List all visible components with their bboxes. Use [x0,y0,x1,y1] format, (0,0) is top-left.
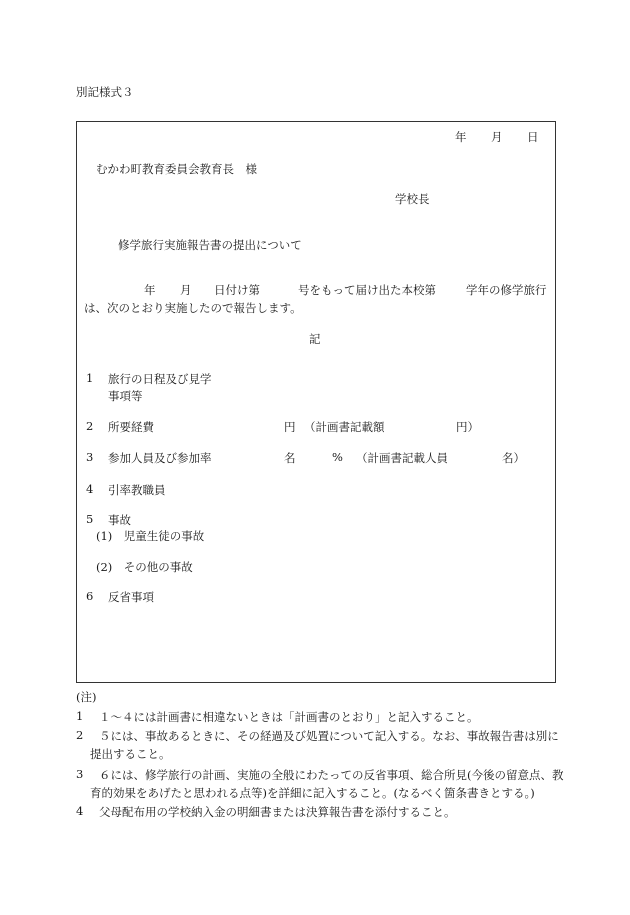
item2-yen: 円 [284,420,296,434]
item3-plan: （計画書記載人員 [356,451,448,465]
note2-text-cont: 提出すること。 [90,747,171,761]
note1-text: １～４には計画書に相違ないときは「計画書のとおり」と記入すること。 [99,710,479,724]
item3-mei: 名 [284,451,296,465]
item1-label-cont: 事項等 [108,389,143,403]
note2-text: ５には、事故あるときに、その経過及び処置について記入する。なお、事故報告書は別に [99,729,559,743]
body-grade-trip: 学年の修学旅行 [466,283,547,297]
note3-number: 3 [76,767,84,781]
item3-label: 参加人員及び参加率 [108,451,212,465]
item5-label: 事故 [108,513,131,527]
body-rest: 号をもって届け出た本校第 [298,283,436,297]
item3-plan-end: 名） [502,451,525,465]
item2-label: 所要経費 [108,420,154,434]
item2-number: 2 [86,419,94,433]
item3-percent: % [332,450,343,464]
item6-number: 6 [86,589,94,603]
notes-header: (注) [76,690,97,704]
note3-text: ６には、修学旅行の計画、実施の全般にわたっての反省事項、総合所見(今後の留意点、教 [99,768,564,782]
sender: 学校長 [395,192,430,206]
body-dated-no: 日付け第 [214,283,260,297]
note2-number: 2 [76,728,84,742]
date-year: 年 [455,130,467,144]
item1-label: 旅行の日程及び見学 [108,372,212,386]
item2-plan-end: 円） [456,420,479,434]
form-label: 別記様式３ [76,85,134,99]
item4-label: 引率教職員 [108,483,166,497]
item5-number: 5 [86,512,94,526]
subject: 修学旅行実施報告書の提出について [118,238,302,252]
item5-sub2: (2) その他の事故 [96,560,193,574]
date-month: 月 [491,130,503,144]
addressee: むかわ町教育委員会教育長 様 [96,162,257,176]
item1-number: 1 [86,371,94,385]
item4-number: 4 [86,482,94,496]
note4-text: 父母配布用の学校納入金の明細書または決算報告書を添付すること。 [99,805,456,819]
body-month: 月 [180,283,192,297]
note3-text-cont: 育的効果をあげたと思われる点等)を詳細に記入すること。(なるべく箇条書きとする。) [90,786,535,800]
date-day: 日 [527,130,539,144]
body-year: 年 [144,283,156,297]
item6-label: 反省事項 [108,590,154,604]
item3-number: 3 [86,450,94,464]
item2-plan: （計画書記載額 [304,420,385,434]
item5-sub1: (1) 児童生徒の事故 [96,529,205,543]
ki-label: 記 [309,332,321,346]
note4-number: 4 [76,804,84,818]
body-line2: は、次のとおり実施したので報告します。 [84,301,302,315]
note1-number: 1 [76,709,84,723]
